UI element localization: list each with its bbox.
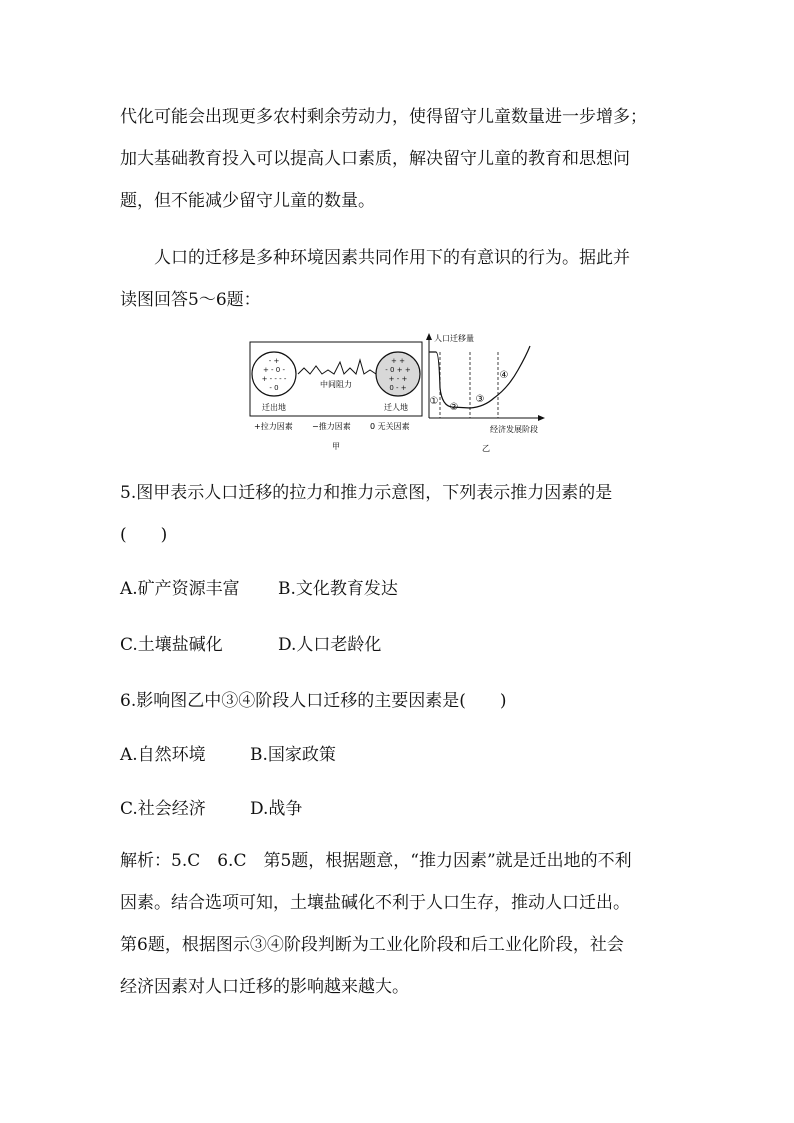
continued-paragraph	[120, 96, 680, 222]
x-axis-label: 经济发展阶段	[490, 425, 538, 434]
text-line: 读图回答5～6题：	[120, 290, 261, 310]
caption-jia: 甲	[332, 442, 340, 451]
option-c[interactable]: C.土壤盐碱化	[120, 635, 223, 655]
text-line: 加大基础教育投入可以提高人口素质，解决留守儿童的教育和思想问	[120, 149, 630, 169]
question-5-blank: ( )	[120, 525, 168, 545]
destination-label: 迁人地	[384, 403, 408, 412]
destination-symbols: - 0 + +	[385, 366, 411, 374]
text-line: 第6题，根据图示③④阶段判断为工业化阶段和后工业化阶段，社会	[120, 935, 624, 955]
text-line: 经济因素对人口迁移的影响越来越大。	[120, 977, 409, 997]
y-axis-arrow	[426, 333, 432, 340]
destination-symbols: 0 - +	[389, 384, 407, 392]
intro-paragraph	[120, 237, 680, 321]
y-axis-label: 人口迁移量	[434, 334, 474, 343]
answer-explanation	[120, 840, 680, 1008]
middle-resistance-line	[298, 360, 376, 374]
stage-3: ③	[475, 394, 485, 405]
question-6-stem: 6.影响图乙中③④阶段人口迁移的主要因素是( )	[120, 691, 507, 711]
legend-pull: +拉力因素	[254, 422, 293, 431]
destination-symbols: + - +	[388, 375, 408, 383]
caption-yi: 乙	[482, 444, 490, 453]
text-line: 解析：5.C 6.C 第5题，根据题意，“推力因素”就是迁出地的不利	[120, 851, 632, 871]
x-axis-arrow	[538, 415, 545, 421]
origin-symbols: - 0	[269, 384, 279, 392]
origin-symbols: + - - - -	[261, 375, 287, 383]
middle-resistance-label: 中间阻力	[320, 380, 352, 389]
text-line: 因素。结合选项可知，土壤盐碱化不利于人口生存，推动人口迁出。	[120, 893, 630, 913]
option-d[interactable]: D.人口老龄化	[278, 635, 382, 655]
question-6-options-ab	[120, 740, 336, 765]
migration-figure	[246, 330, 546, 458]
question-5-stem: 5.图甲表示人口迁移的拉力和推力示意图，下列表示推力因素的是	[120, 483, 613, 503]
legend-neutral: 0 无关因素	[370, 422, 410, 431]
question-6-options-cd	[120, 794, 302, 819]
text-line: 人口的迁移是多种环境因素共同作用下的有意识的行为。据此并	[154, 248, 630, 268]
option-c[interactable]: C.社会经济	[120, 799, 206, 819]
option-b[interactable]: B.国家政策	[250, 745, 336, 765]
legend-push: −推力因素	[312, 422, 351, 431]
origin-symbols: + - 0 -	[262, 366, 286, 374]
origin-label: 迁出地	[262, 403, 286, 412]
origin-symbols: - +	[268, 357, 280, 365]
option-a[interactable]: A.自然环境	[120, 745, 206, 765]
text-line: 代化可能会出现更多农村剩余劳动力，使得留守儿童数量进一步增多；	[120, 107, 647, 127]
question-5-options-cd	[120, 630, 381, 655]
option-a[interactable]: A.矿产资源丰富	[120, 579, 240, 599]
stage-2: ②	[449, 402, 459, 413]
destination-symbols: + +	[391, 357, 405, 365]
stage-1: ①	[429, 396, 439, 407]
question-5-options-ab	[120, 574, 398, 599]
text-line: 题，但不能减少留守儿童的数量。	[120, 191, 375, 211]
option-d[interactable]: D.战争	[250, 799, 303, 819]
option-b[interactable]: B.文化教育发达	[278, 579, 398, 599]
stage-4: ④	[499, 370, 509, 381]
